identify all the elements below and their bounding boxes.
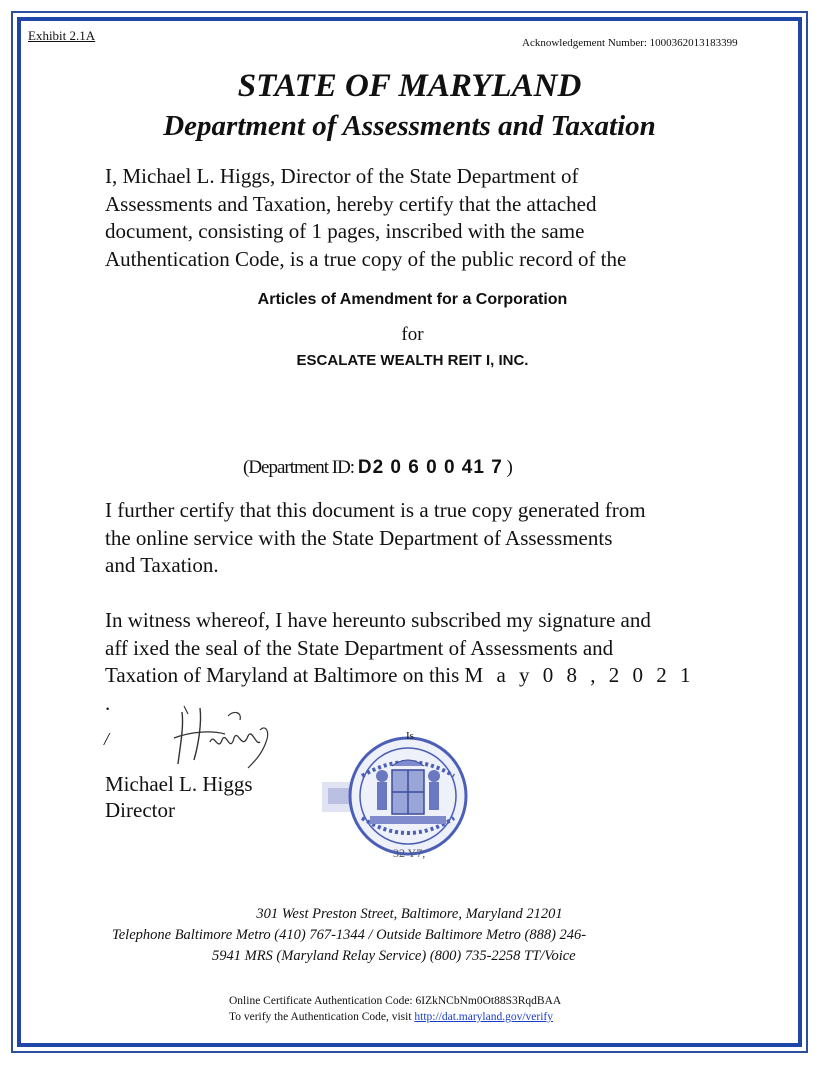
footer-phone-line-2: 5941 MRS (Maryland Relay Service) (800) 735-2258 TT/Voice: [212, 948, 576, 964]
witness-line-3-prefix: Taxation of Maryland at Baltimore on this: [105, 663, 460, 687]
dept-id-suffix: ): [506, 457, 512, 478]
further-line-1: I further certify that this document is a true copy generated from: [105, 498, 646, 522]
witness-paragraph: [105, 607, 705, 717]
document-type: Articles of Amendment for a Corporation: [257, 291, 568, 308]
signer-name: Michael L. Higgs: [105, 772, 253, 796]
witness-line-2: aff ixed the seal of the State Department of Assessments and: [105, 635, 614, 660]
verify-prefix: To verify the Authentication Code, visit: [229, 1011, 412, 1023]
footer-phone-line-1: Telephone Baltimore Metro (410) 767-1344 / Outside Baltimore Metro (888) 246-: [112, 927, 587, 943]
footer-address: 301 West Preston Street, Baltimore, Maryland 21201: [256, 906, 563, 922]
entity-name: ESCALATE WEALTH REIT I, INC.: [296, 352, 529, 369]
acknowledgement-number: Acknowledgement Number: 1000362013183399: [522, 37, 738, 49]
state-seal-icon: [322, 730, 472, 858]
dept-id-prefix: (Department ID:: [243, 457, 355, 478]
verify-instructions: [229, 1010, 553, 1025]
exhibit-label: Exhibit 2.1A: [28, 28, 96, 43]
verify-link[interactable]: http://dat.maryland.gov/verify: [414, 1011, 554, 1023]
handwritten-signature: [170, 702, 280, 772]
cert-line-2: Assessments and Taxation, hereby certify that the attached: [105, 191, 597, 216]
authentication-code: Online Certificate Authentication Code: 6IZkNCbNm0Ot88S3RqdBAA: [229, 995, 562, 1007]
signer-block: [105, 771, 253, 823]
certification-paragraph: [105, 163, 705, 273]
further-line-2: the online service with the State Department of Assessments: [105, 525, 613, 550]
state-title: STATE OF MARYLAND: [237, 68, 582, 104]
further-paragraph: [105, 497, 705, 580]
certification-date: M a y 0 8 , 2 0 2 1 .: [105, 663, 695, 715]
signature-slash: /: [104, 729, 110, 749]
further-line-3: and Taxation.: [105, 553, 219, 577]
dept-id-code: D2 0 6 0 0 41 7: [357, 457, 503, 478]
seal-ls-mark: Is: [406, 730, 414, 742]
cert-line-1: I, Michael L. Higgs, Director of the State Department of: [105, 164, 579, 188]
department-title: Department of Assessments and Taxation: [163, 110, 656, 142]
signer-title: Director: [105, 798, 175, 822]
for-label: for: [401, 324, 424, 345]
seal-number: 32 Y7,: [393, 846, 426, 860]
department-id: [243, 457, 512, 479]
cert-line-4: Authentication Code, is a true copy of the public record of the: [105, 246, 627, 271]
witness-line-1: In witness whereof, I have hereunto subscribed my signature and: [105, 608, 651, 632]
cert-line-3: document, consisting of 1 pages, inscribed with the same: [105, 219, 585, 243]
